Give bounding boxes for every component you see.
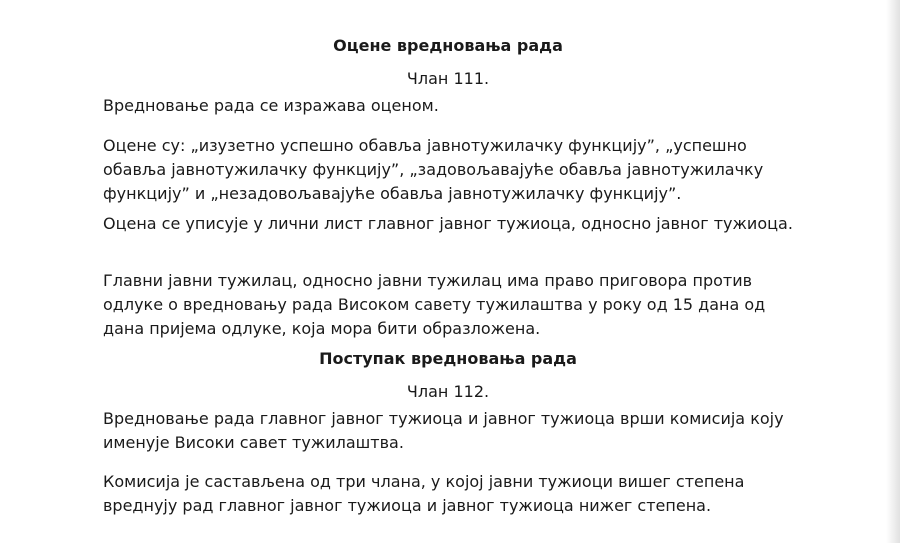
paragraph: Комисија је састављена од три члана, у којој јавни тужиоци вишег степена вреднују рад главног јавног тужиоца и јавног тужиоца нижег степена. xyxy=(103,472,745,515)
article-number: Члан 111. xyxy=(406,69,490,88)
paragraph: Оцена се уписује у лични лист главног јавног тужиоца, односно јавног тужиоца. xyxy=(103,214,793,233)
article-number: Члан 112. xyxy=(406,382,490,401)
section-heading: Поступак вредновања рада xyxy=(319,349,577,368)
section-heading: Оцене вредновања рада xyxy=(333,36,563,55)
paragraph: Главни јавни тужилац, односно јавни тужилац има право приговора против одлуке о вредновању рада Високом савету тужилаштва у року од 15 дана од дана пријема одлуке, која мора бити образложена. xyxy=(103,271,766,338)
paragraph: Оцене су: „изузетно успешно обавља јавнотужилачку функцију”, „успешно обавља јавнотужилачку функцију”, „задовољавајуће обавља јавнотужилачку функцију” и „незадовољавајуће обавља јавнотужилачку функцију”. xyxy=(103,136,764,203)
page-edge-shadow xyxy=(886,0,900,543)
paragraph: Вредновање рада главног јавног тужиоца и јавног тужиоца врши комисија коју именује Високи савет тужилаштва. xyxy=(103,409,784,452)
paragraph: Вредновање рада се изражава оценом. xyxy=(103,96,439,115)
